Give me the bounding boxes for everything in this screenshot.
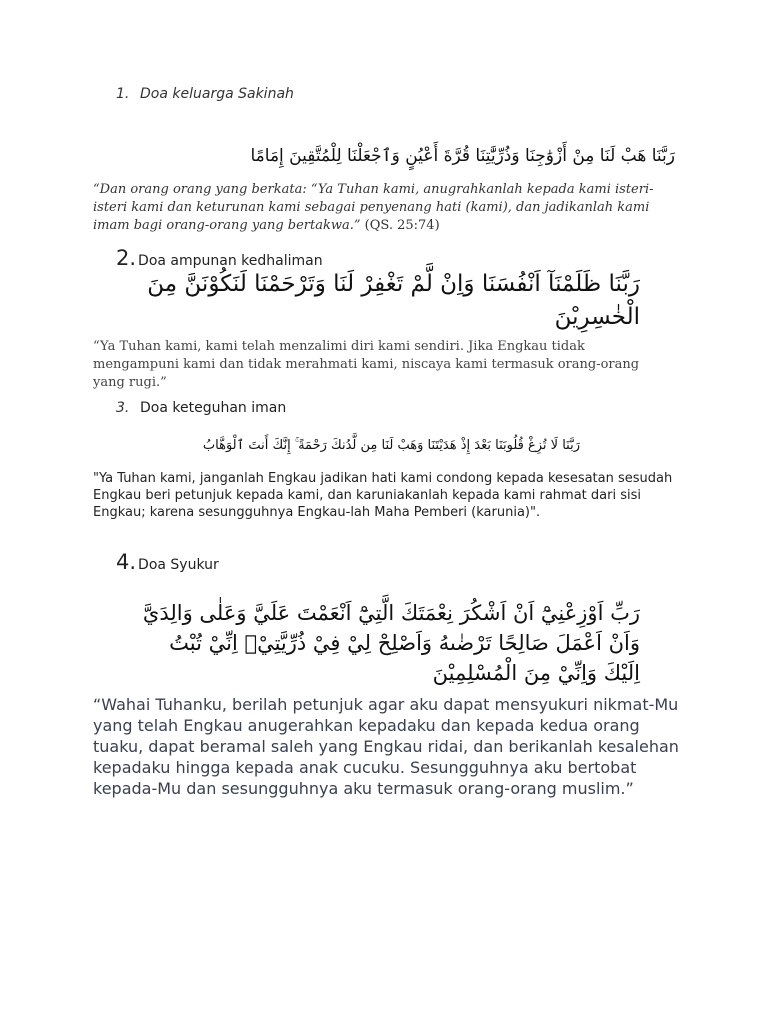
section-1-translation-block	[93, 181, 683, 235]
section-2-number: 2.	[116, 246, 137, 270]
section-2-translation: “Ya Tuhan kami, kami telah menzalimi diri kami sendiri. Jika Engkau tidak mengampuni kami dan tidak merahmati kami, niscaya kami termasuk orang-orang yang rugi.”	[93, 339, 640, 390]
section-4-title: Doa Syukur	[138, 557, 219, 573]
section-2-heading	[116, 246, 323, 270]
section-3-title: Doa keteguhan iman	[140, 400, 287, 416]
section-4-translation: “Wahai Tuhanku, berilah petunjuk agar aku dapat mensyukuri nikmat-Mu yang telah Engkau anugerahkan kepadaku dan kepada kedua orang tuaku, dapat beramal saleh yang Engkau ridai, dan berikanlah kesalehan kepadaku hingga kepada anak cucuku. Sesungguhnya aku bertobat kepada-Mu dan sesungguhnya aku termasuk orang-orang muslim.”	[93, 695, 679, 798]
section-1-arabic: رَبَّنَا هَبْ لَنَا مِنْ أَزْوَٰجِنَا وَذُرِّيَّٰتِنَا قُرَّةَ أَعْيُنٍ وَٱجْعَلْنَا لِلْمُتَّقِينَ إِمَامًا	[250, 146, 675, 166]
section-4-heading	[116, 550, 219, 574]
section-3-arabic: رَبَّنَا لَا تُزِغْ قُلُوبَنَا بَعْدَ إِذْ هَدَيْتَنَا وَهَبْ لَنَا مِن لَّدُنكَ رَحْمَةً ۚ إِنَّكَ أَنتَ ٱلْوَهَّابُ	[202, 438, 580, 453]
section-1-reference: (QS. 25:74)	[360, 218, 440, 233]
section-2-title: Doa ampunan kedhaliman	[138, 253, 323, 269]
section-1-number: 1.	[116, 86, 130, 102]
section-1-heading	[116, 86, 294, 102]
section-3-heading	[116, 400, 286, 416]
section-1-translation: “Dan orang orang yang berkata: “Ya Tuhan kami, anugrahkanlah kepada kami isteri-isteri kami dan keturunan kami sebagai penyenang hati (kami), dan jadikanlah kami imam bagi orang-orang yang bertakwa.”	[93, 182, 654, 233]
section-4-arabic: رَبِّ اَوْزِعْنِيْٓ اَنْ اَشْكُرَ نِعْمَتَكَ الَّتِيْٓ اَنْعَمْتَ عَلَيَّ وَعَلٰى وَالِدَيَّ وَاَنْ اَعْمَلَ صَالِحًا تَرْضٰىهُ وَاَصْلِحْ لِيْ فِيْ ذُرِّيَّتِيْۗ اِنِّيْ تُبْتُ اِلَيْكَ وَاِنِّيْ مِنَ الْمُسْلِمِيْنَ	[142, 601, 640, 685]
section-3-translation: "Ya Tuhan kami, janganlah Engkau jadikan hati kami condong kepada kesesatan sesudah Engkau beri petunjuk kepada kami, dan karuniakanlah kepada kami rahmat dari sisi Engkau; karena sesungguhnya Engkau-lah Maha Pemberi (karunia)".	[93, 471, 673, 520]
section-3-number: 3.	[116, 400, 130, 416]
section-2-arabic: رَبَّنَا ظَلَمْنَآ اَنْفُسَنَا وَاِنْ لَّمْ تَغْفِرْ لَنَا وَتَرْحَمْنَا لَنَكُوْنَنَّ مِنَ الْخٰسِرِيْنَ	[147, 271, 640, 330]
section-4-number: 4.	[116, 550, 137, 574]
section-1-title: Doa keluarga Sakinah	[140, 86, 294, 102]
